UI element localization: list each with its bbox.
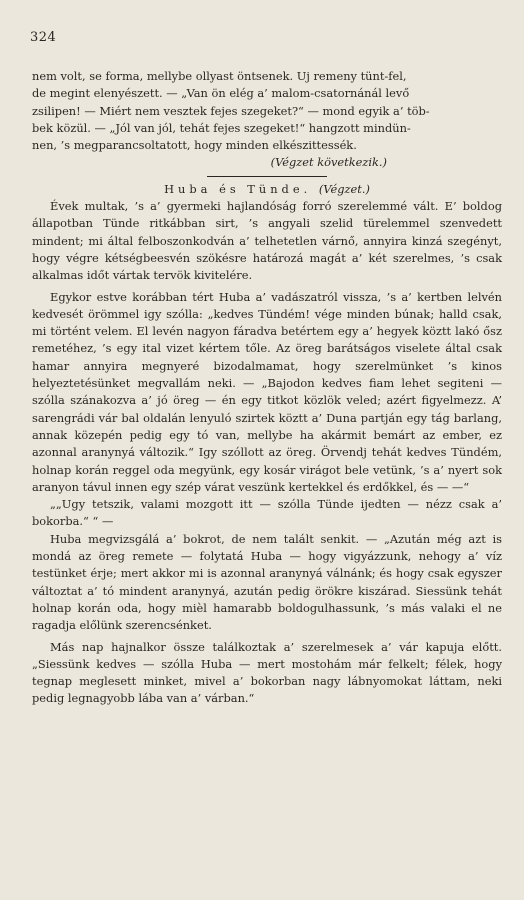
paragraph: Évek multak, ’s a’ gyermeki hajlandóság forró szerelemmé vált. E’ boldog állapotban Tünde ritkábban sirt, ’s angyali szelid türelemmel szenvedett mindent; mi által felboszonkodván a’ telhetetlen várnő, annyira kinzá szegényt, hogy végre kétségbeesvén szökésre határozá magát a’ két szerelmes, ’s csak alkalmas időt vártak tervök kivitelére. [32,199,502,283]
story-title [32,181,502,198]
section-divider [207,176,327,177]
story-title-note: (Végzet.) [318,181,370,196]
end-note: (Végzet következik.) [270,155,387,170]
prev-story-line: nem volt, se forma, mellybe ollyast öntsenek. Uj remeny tünt-fel, [32,69,407,83]
paragraph: Egykor estve korábban tért Huba a’ vadászatról vissza, ’s a’ kertben lelvén kedvesét örömmel igy szólla: „kedves Tündém! vége minden búnak; halld csak, mi történt velem. El levén nagyon fáradva betértem egy a’ hegyek köztt lakó ősz remetéhez, ’s egy ital vizet kértem tőle. Az öreg barátságos viselete által csak hamar annyira megnyeré bizodalmamat, hogy szerelmünket ’s kinos helyeztetésünket megvallám neki. — „Bajodon kedves fiam lehet segiteni — szólla szánakozva a’ jó öreg — én egy titkot közlök veled; azért figyelmezz. A’ sarengrádi vár bal oldalán lenyuló szirtek köztt a’ Duna partján egy tág barlang, annak közepén pedig egy tó van, mellybe ha akármit bemárt az ember, ez azonnal aranynyá változik.“ Igy szóllott az öreg. Örvendj tehát kedves Tündém, holnap korán reggel oda megyünk, egy kosár virágot bele vetünk, ’s a’ nyert sok aranyon távul innen egy szép várat veszünk kertekkel és erdőkkel, és — —“ [32,289,502,494]
page-text [32,68,502,708]
prev-story-line: de megint elenyészett. — „Van ön elég a’ malom-csatornánál levő [32,86,410,101]
prev-story-line: nen, ’s megparancsoltatott, hogy minden elkészittessék. [32,138,357,153]
prev-story-line: bek közül. — „Jól van jól, tehát fejes szegeket!“ hangzott mindün- [32,120,411,135]
prev-story-line: zsilipen! — Miért nem vesztek fejes szegeket?“ — mond egyik a’ töb- [32,103,430,118]
paragraph: Huba megvizsgálá a’ bokrot, de nem talált senkit. — „Azután még azt is mondá az öreg remete — folytatá Huba — hogy vigyázzunk, nehogy a’ víz testünket érje; mert akkor mi is azonnal aranynyá válnánk; és hogy csak egyszer változtat a’ tó mindent aranynyá, azután pedig örökre kiszárad. Siessünk tehát holnap korán oda, hogy mièl hamarabb boldogulhassunk, ’s más valaki el ne ragadja előlünk szerencsénket. [32,531,502,633]
story-title-text: Huba és Tünde. [164,181,312,196]
page-number: 324 [30,30,57,45]
paragraph: „„Ugy tetszik, valami mozgott itt — szólla Tünde ijedten — nézz csak a’ bokorba.“ “ — [32,497,502,529]
paragraph: Más nap hajnalkor össze találkoztak a’ szerelmesek a’ vár kapuja előtt. „Siessünk kedves — szólla Huba — mert mostohám már felkelt; félek, hogy tegnap meglesett minket, mivel a’ bokorban nagy lábnyomokat láttam, neki pedig legnagyobb lába van a’ várban.“ [32,639,502,706]
